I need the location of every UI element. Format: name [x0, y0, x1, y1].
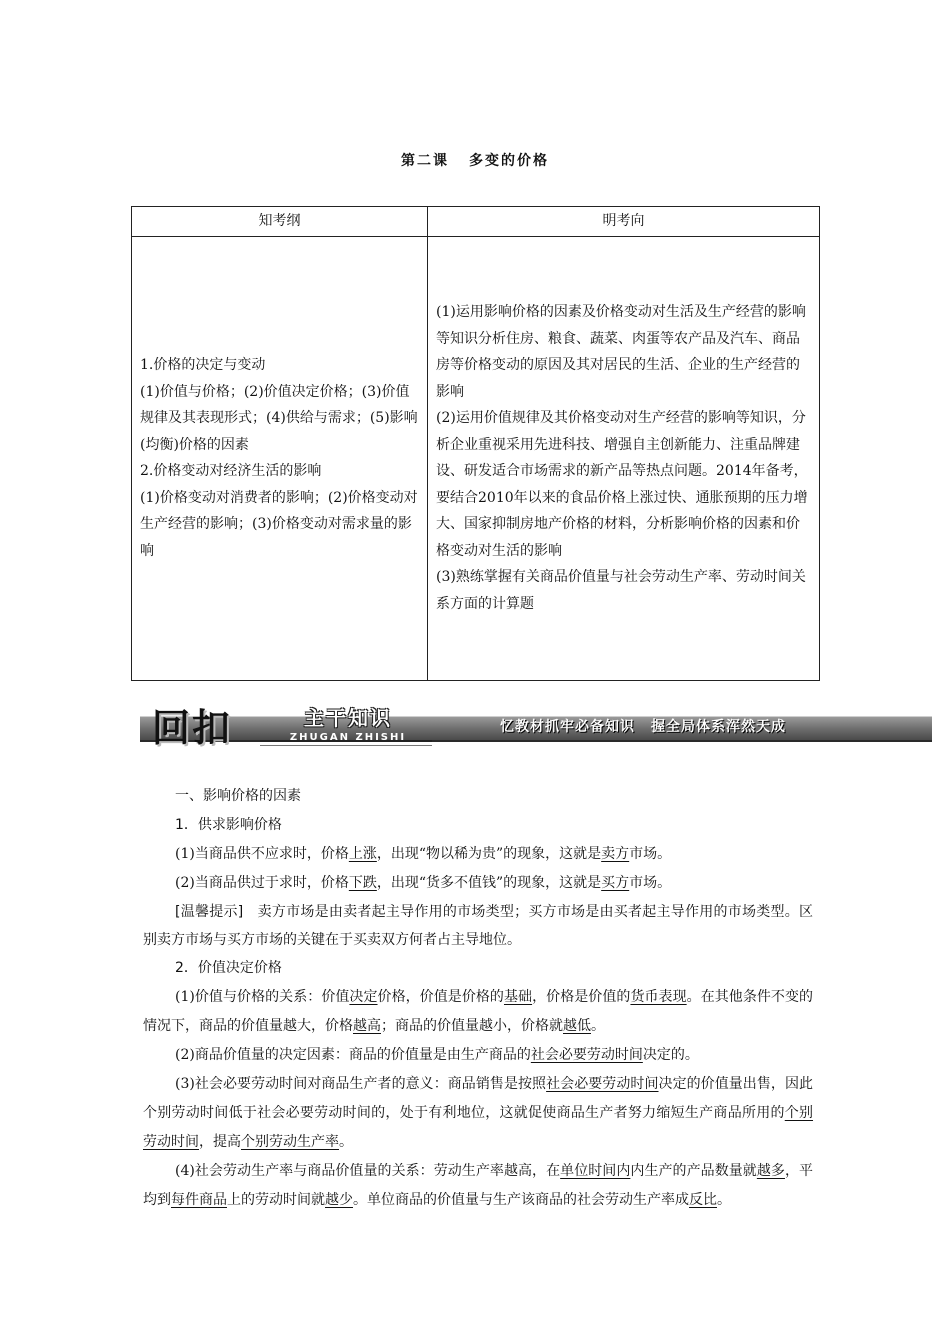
- sub-heading: 2．价值决定价格: [175, 960, 282, 976]
- blank-answer: 上涨: [348, 846, 377, 862]
- banner-title: 回扣: [152, 705, 233, 750]
- title-lesson: 第二课: [401, 153, 449, 169]
- paragraph: (1)当商品供不应求时，价格上涨，出现“物以稀为贵”的现象，这就是卖方市场。: [175, 846, 672, 862]
- syllabus-item: 1.价格的决定与变动: [140, 357, 266, 373]
- paragraph: (1)价值与价格的关系：价值决定价格，价值是价格的基础，价格是价值的货币表现。在其他条件不变的情况下，商品的价值量越大，价格越高；商品的价值量越小，价格就越低。: [143, 989, 814, 1034]
- blank-answer: 卖方: [601, 846, 630, 862]
- direction-cell: [428, 236, 820, 680]
- syllabus-cell: [132, 236, 428, 680]
- header-syllabus: 知考纲: [132, 207, 428, 237]
- blank-answer: 下跌: [348, 875, 377, 891]
- header-direction: 明考向: [428, 207, 820, 237]
- blank-answer: 个别劳动生产率: [241, 1134, 339, 1150]
- syllabus-item: 2.价格变动对经济生活的影响: [140, 463, 322, 479]
- title-topic: 多变的价格: [469, 153, 549, 169]
- banner-subtitle-en: ZHUGAN ZHISHI: [289, 732, 407, 743]
- blank-answer: 社会必要劳动时间: [546, 1076, 659, 1092]
- section-heading: 一、影响价格的因素: [175, 788, 301, 804]
- blank-answer: 反比: [689, 1192, 717, 1208]
- section-banner: [140, 706, 932, 752]
- paragraph: (4)社会劳动生产率与商品价值量的关系：劳动生产率越高，在单位时间内内生产的产品数量就越多，平均到每件商品上的劳动时间就越少。单位商品的价值量与生产该商品的社会劳动生产率成反比。: [143, 1163, 814, 1208]
- blank-answer: 社会必要劳动时间: [530, 1047, 643, 1063]
- blank-answer: 货币表现: [630, 989, 687, 1005]
- banner-subtitle-cn: 主干知识: [304, 706, 392, 730]
- blank-answer: 越高: [353, 1018, 381, 1034]
- direction-item: (3)熟练掌握有关商品价值量与社会劳动生产率、劳动时间关系方面的计算题: [436, 569, 806, 612]
- slogan-part-1: 忆教材抓牢必备知识: [500, 719, 635, 735]
- paragraph: (2)当商品供过于求时，价格下跌，出现“货多不值钱”的现象，这就是买方市场。: [175, 875, 672, 891]
- tip-note: [温馨提示] 卖方市场是由卖者起主导作用的市场类型；买方市场是由买者起主导作用的市场类型。区别卖方市场与买方市场的关键在于买卖双方何者占主导地位。: [143, 904, 813, 948]
- blank-answer: 买方: [601, 875, 630, 891]
- sub-heading: 1．供求影响价格: [175, 817, 282, 833]
- syllabus-item: (1)价值与价格；(2)价值决定价格；(3)价值规律及其表现形式；(4)供给与需求；(5)影响(均衡)价格的因素: [140, 383, 418, 453]
- syllabus-item: (1)价格变动对消费者的影响；(2)价格变动对生产经营的影响；(3)价格变动对需求量的影响: [140, 489, 418, 559]
- blank-answer: 越低: [563, 1018, 591, 1034]
- direction-item: (2)运用价值规律及其价格变动对生产经营的影响等知识，分析企业重视采用先进科技、增强自主创新能力、注重品牌建设、研发适合市场需求的新产品等热点问题。2014年备考，要结合2010年以来的食品价格上涨过快、通胀预期的压力增大、国家抑制房地产价格的材料，分析影响价格的因素和价格变动对生活的影响: [436, 410, 808, 559]
- slogan-part-2: 握全局体系浑然天成: [651, 719, 786, 735]
- direction-item: (1)运用影响价格的因素及价格变动对生活及生产经营的影响等知识分析住房、粮食、蔬菜、肉蛋等农产品及汽车、商品房等价格变动的原因及其对居民的生活、企业的生产经营的影响: [436, 304, 806, 400]
- blank-answer: 每件商品: [171, 1192, 227, 1208]
- exam-outline-table: [131, 206, 820, 681]
- page-title: [0, 150, 950, 170]
- knowledge-content: [143, 782, 813, 1215]
- blank-answer: 个别劳动时间: [143, 1105, 814, 1150]
- banner-slogan: [500, 716, 786, 739]
- blank-answer: 越少: [325, 1192, 353, 1208]
- banner-divider: [260, 740, 432, 746]
- blank-answer: 决定: [349, 989, 378, 1005]
- paragraph: (2)商品价值量的决定因素：商品的价值量是由生产商品的社会必要劳动时间决定的。: [175, 1047, 699, 1063]
- blank-answer: 基础: [503, 989, 533, 1005]
- banner-subtitle: [268, 706, 428, 744]
- blank-answer: 单位时间内: [560, 1163, 631, 1179]
- blank-answer: 越多: [756, 1163, 785, 1179]
- paragraph: (3)社会必要劳动时间对商品生产者的意义：商品销售是按照社会必要劳动时间决定的价值量出售，因此个别劳动时间低于社会必要劳动时间的，处于有利地位，这就促使商品生产者努力缩短生产商品所用的个别劳动时间，提高个别劳动生产率。: [143, 1076, 814, 1150]
